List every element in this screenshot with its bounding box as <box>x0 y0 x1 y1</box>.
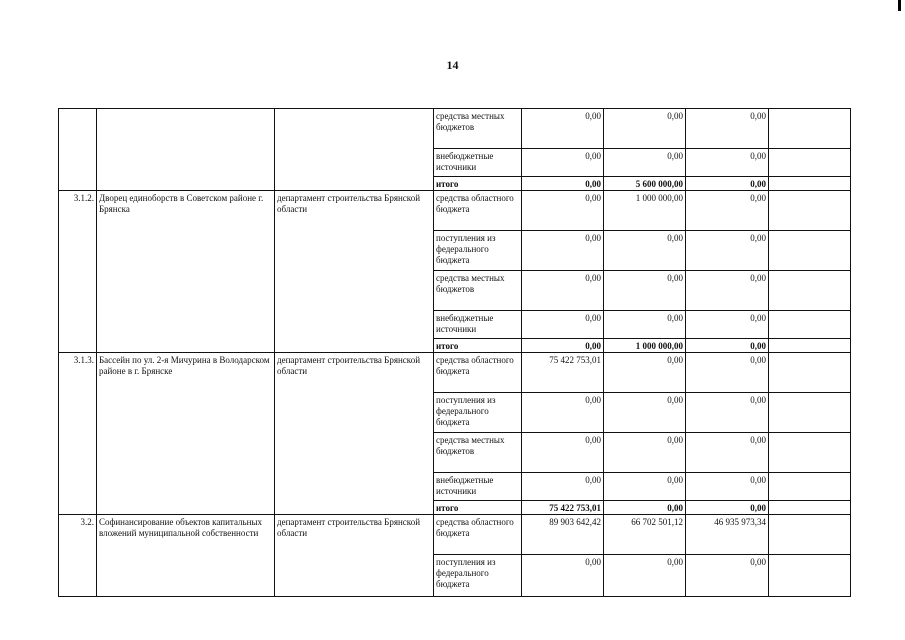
empty-cell <box>769 473 851 501</box>
amount-cell: 0,00 <box>522 473 604 501</box>
amount-cell: 0,00 <box>604 555 686 597</box>
funding-source: средства местных бюджетов <box>434 109 522 149</box>
empty-cell <box>769 433 851 473</box>
amount-cell: 0,00 <box>522 231 604 271</box>
amount-cell: 0,00 <box>686 271 769 311</box>
total-amount: 0,00 <box>686 501 769 515</box>
empty-cell <box>769 353 851 393</box>
empty-cell <box>769 311 851 339</box>
amount-cell: 0,00 <box>686 149 769 177</box>
amount-cell: 0,00 <box>522 109 604 149</box>
object-name: Бассейн по ул. 2-я Мичурина в Володарском районе в г. Брянске <box>97 353 275 515</box>
amount-cell: 0,00 <box>686 353 769 393</box>
amount-cell: 0,00 <box>522 271 604 311</box>
table-row <box>59 191 851 231</box>
empty-cell <box>769 191 851 231</box>
amount-cell: 0,00 <box>604 393 686 433</box>
item-code: 3.1.2. <box>59 191 97 353</box>
total-amount: 5 600 000,00 <box>604 177 686 191</box>
funding-source: поступления из федерального бюджета <box>434 555 522 597</box>
amount-cell: 0,00 <box>604 109 686 149</box>
amount-cell: 0,00 <box>604 149 686 177</box>
funding-source: средства областного бюджета <box>434 515 522 555</box>
amount-cell: 0,00 <box>686 109 769 149</box>
amount-cell: 75 422 753,01 <box>522 353 604 393</box>
empty-cell <box>769 393 851 433</box>
amount-cell: 0,00 <box>686 231 769 271</box>
page-number: 14 <box>446 58 459 72</box>
amount-cell: 0,00 <box>604 353 686 393</box>
total-label: итого <box>434 177 522 191</box>
total-amount: 1 000 000,00 <box>604 339 686 353</box>
total-amount: 0,00 <box>604 501 686 515</box>
item-code <box>59 109 97 191</box>
empty-cell <box>769 515 851 555</box>
amount-cell: 46 935 973,34 <box>686 515 769 555</box>
total-amount: 0,00 <box>686 339 769 353</box>
total-label: итого <box>434 501 522 515</box>
empty-cell <box>769 271 851 311</box>
amount-cell: 0,00 <box>604 311 686 339</box>
funding-source: внебюджетные источники <box>434 311 522 339</box>
funding-source: внебюджетные источники <box>434 149 522 177</box>
amount-cell: 0,00 <box>686 393 769 433</box>
amount-cell: 0,00 <box>522 149 604 177</box>
total-amount: 75 422 753,01 <box>522 501 604 515</box>
amount-cell: 0,00 <box>604 231 686 271</box>
amount-cell: 0,00 <box>686 433 769 473</box>
amount-cell: 0,00 <box>686 473 769 501</box>
amount-cell: 0,00 <box>522 393 604 433</box>
amount-cell: 0,00 <box>604 433 686 473</box>
amount-cell: 0,00 <box>604 473 686 501</box>
funding-source: средства местных бюджетов <box>434 271 522 311</box>
empty-cell <box>769 501 851 515</box>
total-label: итого <box>434 339 522 353</box>
amount-cell: 89 903 642,42 <box>522 515 604 555</box>
empty-cell <box>769 555 851 597</box>
table-row <box>59 515 851 555</box>
amount-cell: 0,00 <box>686 191 769 231</box>
table-row <box>59 353 851 393</box>
empty-cell <box>769 339 851 353</box>
object-name: Софинансирование объектов капитальных вложений муниципальной собственности <box>97 515 275 597</box>
total-amount: 0,00 <box>686 177 769 191</box>
funding-source: средства областного бюджета <box>434 191 522 231</box>
amount-cell: 0,00 <box>604 271 686 311</box>
empty-cell <box>769 177 851 191</box>
total-amount: 0,00 <box>522 339 604 353</box>
amount-cell: 0,00 <box>686 311 769 339</box>
department-name: департамент строительства Брянской области <box>275 515 434 597</box>
object-name <box>97 109 275 191</box>
amount-cell: 66 702 501,12 <box>604 515 686 555</box>
amount-cell: 0,00 <box>522 191 604 231</box>
amount-cell: 0,00 <box>522 433 604 473</box>
funding-source: поступления из федерального бюджета <box>434 393 522 433</box>
funding-source: средства местных бюджетов <box>434 433 522 473</box>
item-code: 3.2. <box>59 515 97 597</box>
amount-cell: 0,00 <box>686 555 769 597</box>
table-row <box>59 109 851 149</box>
department-name: департамент строительства Брянской области <box>275 191 434 353</box>
amount-cell: 0,00 <box>522 555 604 597</box>
empty-cell <box>769 109 851 149</box>
empty-cell <box>769 149 851 177</box>
department-name: департамент строительства Брянской области <box>275 353 434 515</box>
funding-source: средства областного бюджета <box>434 353 522 393</box>
total-amount: 0,00 <box>522 177 604 191</box>
funding-source: внебюджетные источники <box>434 473 522 501</box>
object-name: Дворец единоборств в Советском районе г. Брянска <box>97 191 275 353</box>
budget-table <box>58 108 851 597</box>
department-name <box>275 109 434 191</box>
funding-source: поступления из федерального бюджета <box>434 231 522 271</box>
scan-edge-mark <box>898 0 901 11</box>
amount-cell: 1 000 000,00 <box>604 191 686 231</box>
item-code: 3.1.3. <box>59 353 97 515</box>
empty-cell <box>769 231 851 271</box>
amount-cell: 0,00 <box>522 311 604 339</box>
